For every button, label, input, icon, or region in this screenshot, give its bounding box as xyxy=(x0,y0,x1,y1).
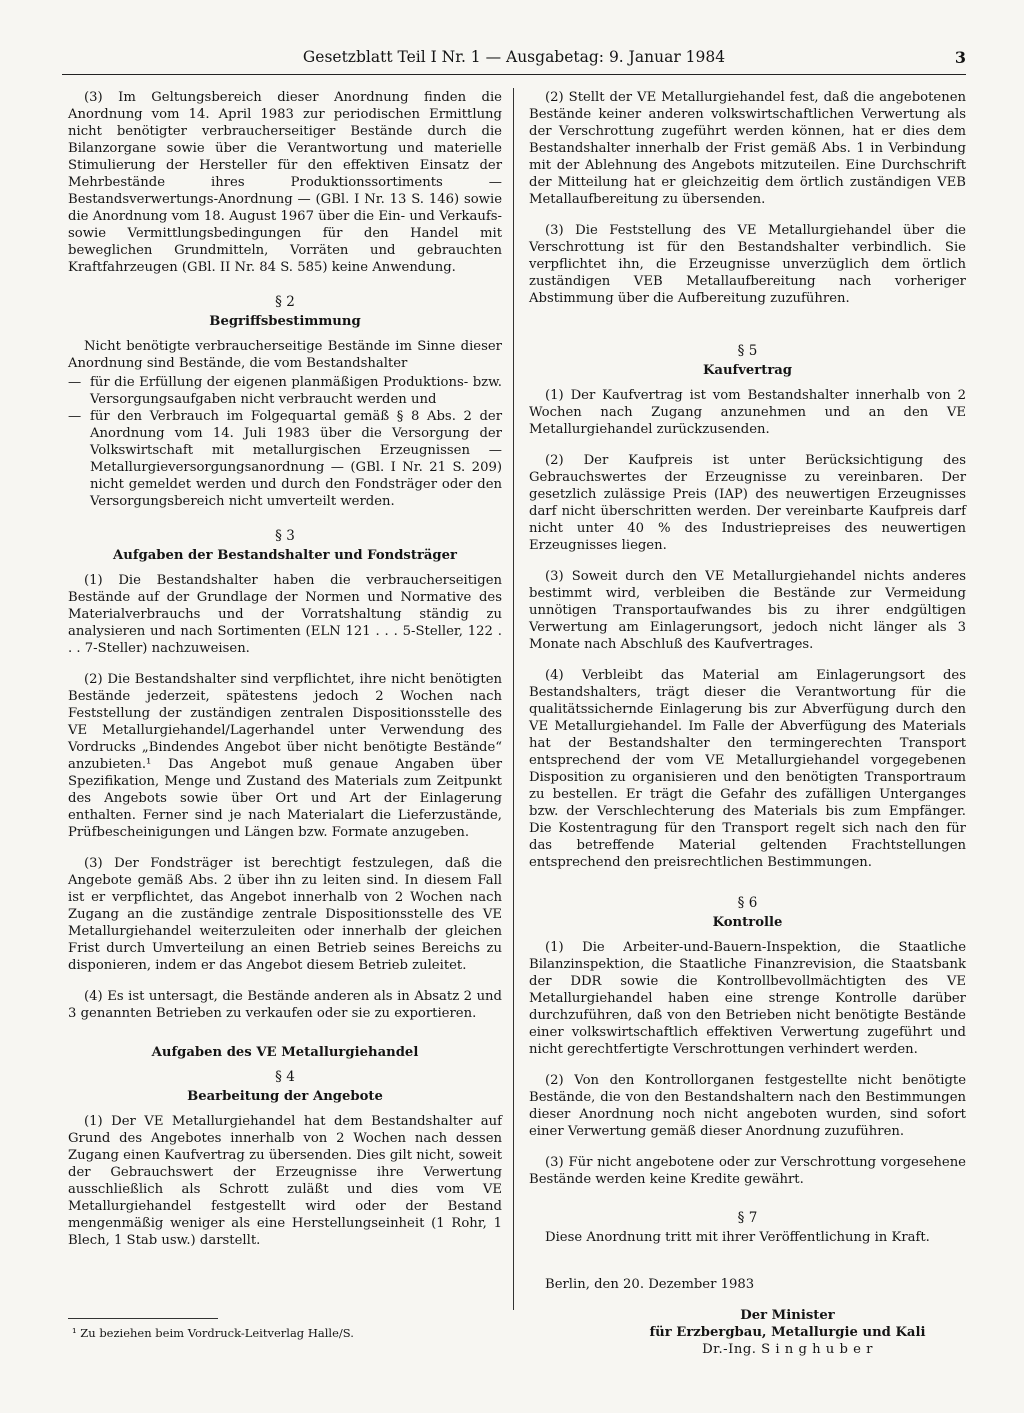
paragraph: (2) Stellt der VE Metallurgiehandel fest, daß die angebotenen Bestände keiner anderen volkswirtschaftlichen Verwertung als der Verschrottung zugeführt werden können, hat er dies dem Bestandshalter innerhalb der Frist gemäß Abs. 1 in Verbindung mit der Ablehnung des Angebots mitzuteilen. Eine Durchschrift der Mitteilung hat er gleichzeitig dem örtlich zuständigen VEB Metallaufbereitung zu übersenden. xyxy=(529,90,966,207)
section-title: Aufgaben der Bestandshalter und Fondsträger xyxy=(113,548,457,563)
definition-list xyxy=(68,374,502,510)
place-date: Berlin, den 20. Dezember 1983 xyxy=(545,1277,755,1292)
section-number: § 6 xyxy=(737,895,758,911)
paragraph: (3) Soweit durch den VE Metallurgiehandel nichts anderes bestimmt wird, verbleiben die Bestände zur Vermeidung unnötigen Transportaufwandes bis zu ihrer endgültigen Verwertung am Einlagerungsort, jedoch nicht länger als 3 Monate nach Abschluß des Kaufvertrages. xyxy=(529,569,966,652)
section-number: § 2 xyxy=(275,294,295,310)
paragraph: (4) Es ist untersagt, die Bestände anderen als in Absatz 2 und 3 genannten Betrieben zu verkaufen oder sie zu exportieren. xyxy=(68,989,502,1021)
footnote-divider xyxy=(68,1318,218,1319)
paragraph: (1) Die Bestandshalter haben die verbraucherseitigen Bestände auf der Grundlage der Normen und Normative des Materialverbrauchs und der Vorratshaltung ständig zu analysieren und nach Sortimenten (ELN 121 . . . 5-Steller, 122 . . . 7-Steller) nachzuweisen. xyxy=(68,573,502,656)
paragraph: (2) Von den Kontrollorganen festgestellte nicht benötigte Bestände, die von den Bestandshaltern nach den Bestimmungen dieser Anordnung noch nicht angeboten wurden, sind sofort einer Verwertung gemäß dieser Anordnung zuzuführen. xyxy=(529,1073,966,1139)
paragraph: (4) Verbleibt das Material am Einlagerungsort des Bestandshalters, trägt dieser die Verantwortung für die qualitätssichernde Einlagerung bis zur Abverfügung durch den VE Metallurgiehandel. Im Falle der Abverfügung des Materials hat der Bestandshalter den termingerechten Transport entsprechend der vom VE Metallurgiehandel vorgegebenen Disposition zu organisieren und den benötigten Transportraum zu bestellen. Er trägt die Gefahr des zufälligen Unterganges bzw. der Verschlechterung des Materials bis zum Empfänger. Die Kostentragung für den Transport regelt sich nach den für das betreffende Material geltenden Frachtstellungen entsprechend den preisrechtlichen Bestimmungen. xyxy=(529,668,966,870)
section-number: § 7 xyxy=(737,1210,758,1226)
page-number: 3 xyxy=(954,48,966,67)
paragraph: (3) Für nicht angebotene oder zur Verschrottung vorgesehene Bestände werden keine Kredite gewährt. xyxy=(529,1155,966,1187)
section-number: § 4 xyxy=(275,1069,295,1085)
paragraph: (1) Die Arbeiter-und-Bauern-Inspektion, die Staatliche Bilanzinspektion, die Staatliche Finanzrevision, die Staatsbank der DDR sowie die Kontrollbevollmächtigten des VE Metallurgiehandel haben eine strenge Kontrolle darüber durchzuführen, daß von den Betrieben nicht benötigte Bestände einer volkswirtschaftlich effektiven Verwertung zugeführt und nicht gerechtfertigte Verschrottungen verhindert werden. xyxy=(529,940,966,1057)
column-divider xyxy=(513,88,514,1310)
right-column xyxy=(529,89,966,1358)
header-title: Gesetzblatt Teil I Nr. 1 — Ausgabetag: 9. Januar 1984 xyxy=(302,48,726,66)
section-title: Begriffsbestimmung xyxy=(209,314,361,329)
paragraph: (3) Im Geltungsbereich dieser Anordnung finden die Anordnung vom 14. April 1983 zur periodischen Ermittlung nicht benötigter verbraucherseitiger Bestände durch die Bilanzorgane sowie über die Verantwortung und materielle Stimulierung der Hersteller für den effektiven Einsatz der Mehrbestände ihres Produktionssortiments — Bestandsverwertungs-Anordnung — (GBl. I Nr. 13 S. 146) sowie die Anordnung vom 18. August 1967 über die Ein- und Verkaufs- sowie Vermittlungsbedingungen für den Handel mit beweglichen Grundmitteln, Vorräten und gebrauchten Kraftfahrzeugen (GBl. II Nr. 84 S. 585) keine Anwendung. xyxy=(68,90,502,275)
section-title: Bearbeitung der Angebote xyxy=(187,1089,383,1104)
signer-department: für Erzbergbau, Metallurgie und Kali xyxy=(649,1325,926,1340)
paragraph: (2) Die Bestandshalter sind verpflichtet, ihre nicht benötigten Bestände jederzeit, spätestens jedoch 2 Wochen nach Feststellung der zuständigen zentralen Dispositionsstelle des VE Metallurgiehandel/Lagerhandel unter Verwendung des Vordrucks „Bindendes Angebot über nicht benötigte Bestände“ anzubieten.¹ Das Angebot muß genaue Angaben über Spezifikation, Menge und Zustand des Materials zum Zeitpunkt des Angebots sowie über Ort und Art der Einlagerung enthalten. Ferner sind je nach Materialart die Lieferzustände, Prüfbescheinigungen und Längen bzw. Formate anzugeben. xyxy=(68,672,502,840)
paragraph: (1) Der Kaufvertrag ist vom Bestandshalter innerhalb von 2 Wochen nach Zugang anzunehmen und an den VE Metallurgiehandel zurückzusenden. xyxy=(529,388,966,437)
left-column xyxy=(68,89,502,1263)
signer-name: Dr.-Ing. S i n g h u b e r xyxy=(702,1342,873,1357)
section-number: § 3 xyxy=(275,528,295,544)
paragraph: Nicht benötigte verbraucherseitige Bestände im Sinne dieser Anordnung sind Bestände, die vom Bestandshalter xyxy=(68,339,502,371)
paragraph: Diese Anordnung tritt mit ihrer Veröffentlichung in Kraft. xyxy=(545,1230,930,1245)
signature-block xyxy=(529,1276,966,1358)
section-title: Kontrolle xyxy=(712,915,783,930)
paragraph: (3) Der Fondsträger ist berechtigt festzulegen, daß die Angebote gemäß Abs. 2 über ihn zu leiten sind. In diesem Fall ist er verpflichtet, das Angebot innerhalb von 2 Wochen nach Zugang an die zuständige zentrale Dispositionsstelle des VE Metallurgiehandel weiterzuleiten oder innerhalb der gleichen Frist durch Umverteilung an einen Betrieb seines Bereichs zu disponieren, indem er das Angebot diesem Betrieb zuleitet. xyxy=(68,856,502,973)
paragraph: (2) Der Kaufpreis ist unter Berücksichtigung des Gebrauchswertes der Erzeugnisse zu vereinbaren. Der gesetzlich zulässige Preis (IAP) des neuwertigen Erzeugnisses darf nicht überschritten werden. Der vereinbarte Kaufpreis darf nicht unter 40 % des Industriepreises des neuwertigen Erzeugnisses liegen. xyxy=(529,453,966,553)
signer-title: Der Minister xyxy=(740,1308,835,1323)
section-title: Kaufvertrag xyxy=(702,363,793,378)
part-title: Aufgaben des VE Metallurgiehandel xyxy=(151,1045,419,1060)
paragraph: (3) Die Feststellung des VE Metallurgiehandel über die Verschrottung ist für den Bestandshalter verbindlich. Sie verpflichtet ihn, die Erzeugnisse unverzüglich dem örtlich zuständigen VEB Metallaufbereitung nach vorheriger Abstimmung über die Aufbereitung zuzuführen. xyxy=(529,223,966,306)
footnote: ¹ Zu beziehen beim Vordruck-Leitverlag Halle/S. xyxy=(72,1326,354,1340)
section-number: § 5 xyxy=(737,343,758,359)
page-header xyxy=(62,44,966,75)
paragraph: (1) Der VE Metallurgiehandel hat dem Bestandshalter auf Grund des Angebotes innerhalb von 2 Wochen nach dessen Zugang einen Kaufvertrag zu übersenden. Dies gilt nicht, soweit der Gebrauchswert der Erzeugnisse ihre Verwertung ausschließlich als Schrott zuläßt und dies vom VE Metallurgiehandel festgestellt wird oder der Bestand mengenmäßig weniger als eine Herstellungseinheit (1 Rohr, 1 Blech, 1 Stab usw.) darstellt. xyxy=(68,1114,502,1248)
list-item: — für die Erfüllung der eigenen planmäßigen Produktions- bzw. Versorgungsaufgaben nicht verbraucht werden und xyxy=(68,374,502,408)
list-item: — für den Verbrauch im Folgequartal gemäß § 8 Abs. 2 der Anordnung vom 14. Juli 1983 über die Versorgung der Volkswirtschaft mit metallurgischen Erzeugnissen — Metallurgieversorgungsanordnung — (GBl. I Nr. 21 S. 209) nicht gemeldet werden und durch den Fondsträger oder den Versorgungsbereich nicht umverteilt werden. xyxy=(68,408,502,510)
